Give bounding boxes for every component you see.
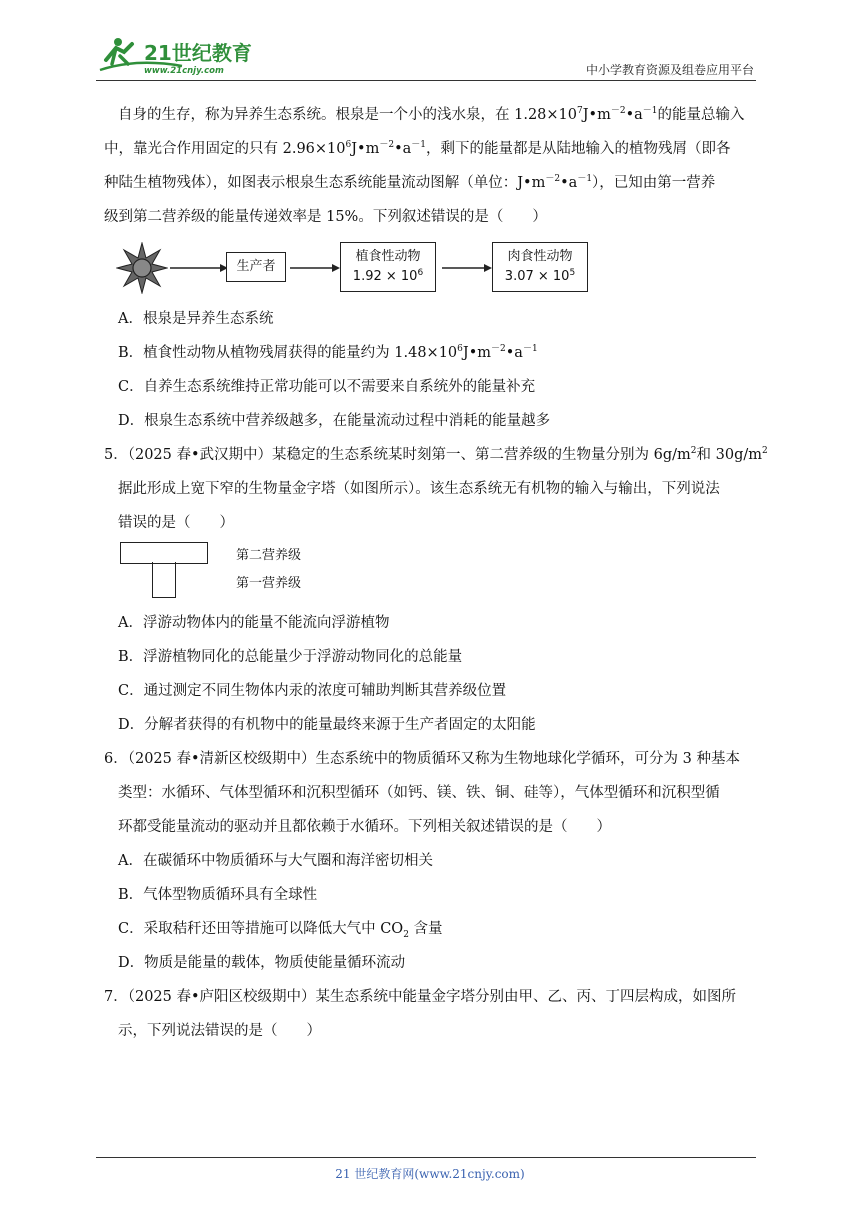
header-platform-text: 中小学教育资源及组卷应用平台: [585, 63, 754, 77]
q4-stem-line-1: 自身的生存，称为异养生态系统。根泉是一个小的浅水泉，在 $1.28\times 10^7J•m^{-2}•a^{-1}$的能量总输入: [118, 106, 745, 123]
producer-box: 生产者: [226, 252, 286, 282]
q7-stem-line-2: 示，下列说法错误的是（ ）: [118, 1023, 321, 1039]
q6-option-d: D．物质是能量的载体，物质使能量循环流动: [118, 955, 406, 971]
q4-option-b: B．植食性动物从植物残屑获得的能量约为 $1.48\times 10^6J•m^{-2}•a^{-1}$: [118, 344, 538, 361]
q5-stem-line-2: 据此形成上宽下窄的生物量金字塔（如图所示）。该生态系统无有机物的输入与输出，下列说法: [118, 481, 720, 497]
q6-option-c: C．采取秸秆还田等措施可以降低大气中 $CO_2$ 含量: [118, 921, 443, 940]
arrow-herbivore-to-carnivore: [440, 263, 492, 273]
q6-option-b: B．气体型物质循环具有全球性: [118, 887, 318, 903]
svg-text:21世纪教育: 21世纪教育: [144, 41, 252, 65]
q4-stem-line-4: 级到第二营养级的能量传递效率是 15%。下列叙述错误的是（ ）: [104, 209, 547, 225]
carnivore-box: 肉食性动物 $3.07 \times 10^5$: [492, 242, 588, 292]
svg-text:www.21cnjy.com: www.21cnjy.com: [144, 66, 224, 76]
q6-stem-line-3: 环都受能量流动的驱动并且都依赖于水循环。下列相关叙述错误的是（ ）: [118, 819, 611, 835]
herbivore-box: 植食性动物 $1.92 \times 10^6$: [340, 242, 436, 292]
q5-stem-line-1: 5．（2025 春•武汉期中）某稳定的生态系统某时刻第一、第二营养级的生物量分别为 $6g/m^2$和 $30g/m^2$: [104, 446, 768, 463]
pyramid-level-2-label: 第二营养级: [236, 548, 302, 563]
q4-stem-line-2: 中，靠光合作用固定的只有 $2.96\times 10^6J•m^{-2}•a^{-1}$，剩下的能量都是从陆地输入的植物残屑（即各: [104, 140, 731, 157]
footer-divider: [96, 1157, 756, 1158]
logo-21cnjy: [96, 30, 256, 78]
q5-option-b: B．浮游植物同化的总能量少于浮游动物同化的总能量: [118, 649, 463, 665]
pyramid-level-2-bar: [120, 542, 208, 564]
footer-site-link[interactable]: 21 世纪教育网(www.21cnjy.com): [335, 1167, 525, 1181]
q7-stem-line-1: 7．（2025 春•庐阳区校级期中）某生态系统中能量金字塔分别由甲、乙、丙、丁四层构成，如图所: [104, 989, 737, 1005]
q5-stem-line-3: 错误的是（ ）: [118, 515, 234, 531]
arrow-sun-to-producer: [168, 263, 228, 273]
biomass-pyramid-diagram: [118, 538, 338, 602]
q6-stem-line-2: 类型：水循环、气体型循环和沉积型循环（如钙、镁、铁、铜、硅等），气体型循环和沉积型循: [118, 785, 720, 801]
arrow-producer-to-herbivore: [288, 263, 340, 273]
energy-flow-diagram: [116, 240, 596, 296]
q6-option-a: A．在碳循环中物质循环与大气圈和海洋密切相关: [118, 853, 433, 869]
sun-icon: [116, 242, 168, 294]
q5-option-c: C．通过测定不同生物体内汞的浓度可辅助判断其营养级位置: [118, 683, 507, 699]
q5-option-a: A．浮游动物体内的能量不能流向浮游植物: [118, 615, 390, 631]
q4-option-a: A．根泉是异养生态系统: [118, 311, 274, 327]
q6-stem-line-1: 6．（2025 春•清新区校级期中）生态系统中的物质循环又称为生物地球化学循环，可分为 3 种基本: [104, 751, 740, 767]
q4-option-d: D．根泉生态系统中营养级越多，在能量流动过程中消耗的能量越多: [118, 413, 551, 429]
q4-stem-line-3: 种陆生植物残体），如图表示根泉生态系统能量流动图解（单位：$J•m^{-2}•a^{-1}$），已知由第一营养: [104, 174, 716, 191]
q5-option-d: D．分解者获得的有机物中的能量最终来源于生产者固定的太阳能: [118, 717, 536, 733]
pyramid-level-1-bar: [152, 562, 176, 598]
page-header: [96, 30, 756, 80]
q4-option-c: C．自养生态系统维持正常功能可以不需要来自系统外的能量补充: [118, 379, 536, 395]
pyramid-level-1-label: 第一营养级: [236, 576, 302, 591]
header-divider: [96, 80, 756, 81]
